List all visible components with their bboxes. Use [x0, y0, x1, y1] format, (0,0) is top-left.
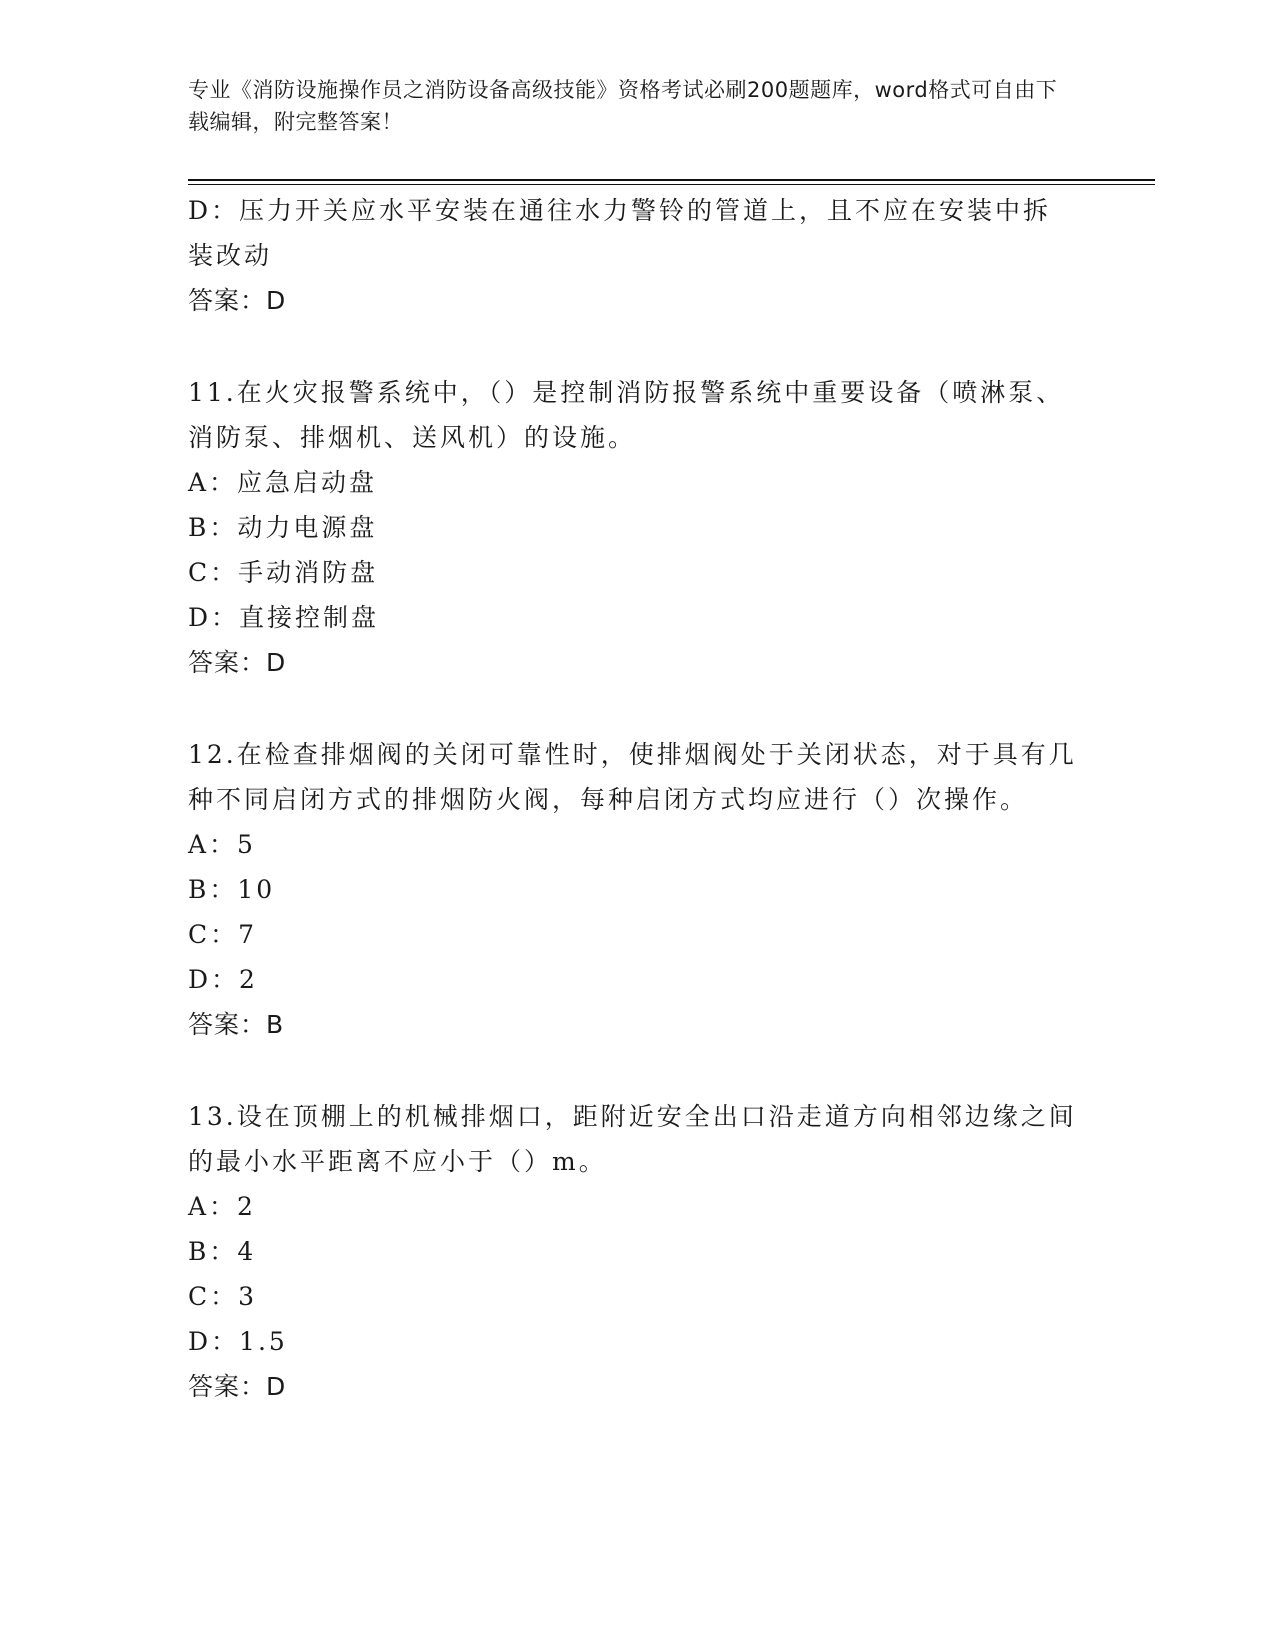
- question-stem: 13.设在顶棚上的机械排烟口，距附近安全出口沿走道方向相邻边缘之间的最小水平距离不应小于（）m。: [188, 1102, 1077, 1176]
- previous-question-tail: [188, 188, 1078, 323]
- option-a: A：2: [188, 1192, 256, 1221]
- answer: 答案：B: [188, 1010, 285, 1039]
- option-a: A：应急启动盘: [188, 468, 378, 497]
- answer: 答案：D: [188, 286, 287, 315]
- header-divider-thick: [188, 179, 1155, 181]
- option-b: B：4: [188, 1237, 257, 1266]
- question-content: [188, 188, 1078, 1409]
- question-11: [188, 370, 1078, 685]
- option-c: C：3: [188, 1282, 258, 1311]
- document-header: 专业《消防设施操作员之消防设备高级技能》资格考试必刷200题题库，word格式可自由下载编辑，附完整答案！: [188, 78, 1058, 134]
- header-divider-thin: [188, 184, 1155, 185]
- option-b: B：10: [188, 875, 276, 904]
- option-c: C：7: [188, 920, 258, 949]
- option-c: C：手动消防盘: [188, 558, 379, 587]
- question-stem: 11.在火灾报警系统中，（）是控制消防报警系统中重要设备（喷淋泵、消防泵、排烟机、送风机）的设施。: [188, 378, 1065, 452]
- option-d: D：1.5: [188, 1327, 288, 1356]
- option-d: D：直接控制盘: [188, 603, 380, 632]
- option-d: D：2: [188, 965, 258, 994]
- option-a: A：5: [188, 830, 256, 859]
- option-b: B：动力电源盘: [188, 513, 378, 542]
- question-stem: 12.在检查排烟阀的关闭可靠性时，使排烟阀处于关闭状态，对于具有几种不同启闭方式的排烟防火阀，每种启闭方式均应进行（）次操作。: [188, 740, 1077, 814]
- answer: 答案：D: [188, 1372, 287, 1401]
- question-12: [188, 732, 1078, 1047]
- question-13: [188, 1094, 1078, 1409]
- answer: 答案：D: [188, 648, 287, 677]
- option-d: D：压力开关应水平安装在通往水力警铃的管道上，且不应在安装中拆装改动: [188, 196, 1052, 270]
